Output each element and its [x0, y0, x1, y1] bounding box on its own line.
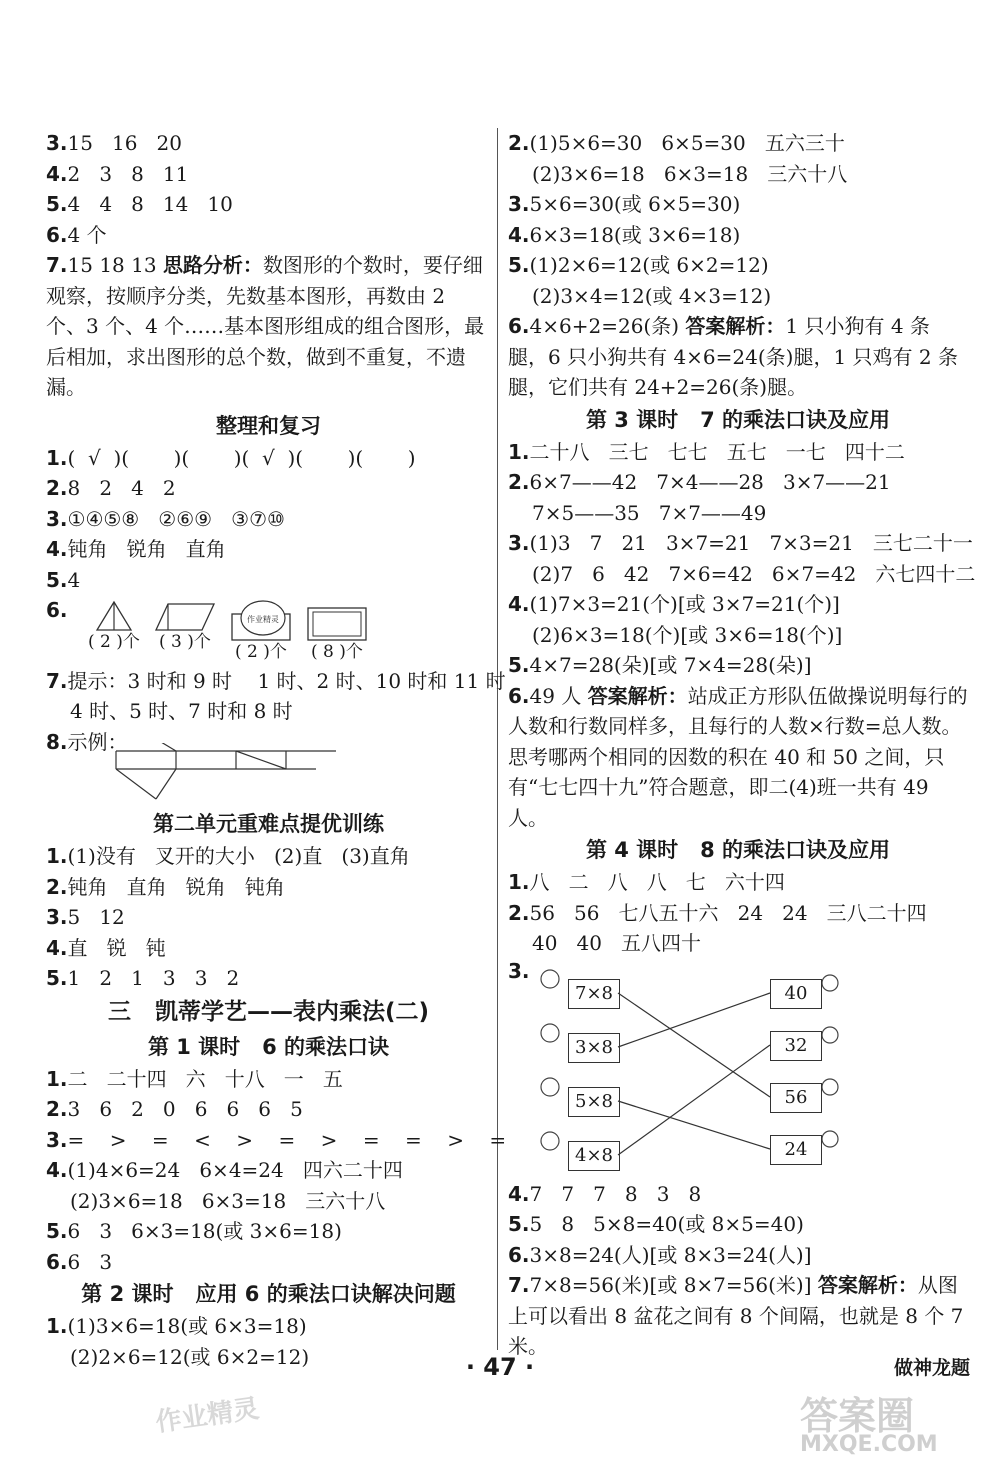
lesson-title: 第 1 课时 6 的乘法口诀	[147, 1034, 390, 1059]
answer-line: 3.= > = < > = > = = > =	[46, 1127, 507, 1152]
answer-line: 1.二 二十四 六 十八 一 五	[46, 1066, 343, 1091]
column-divider	[497, 128, 498, 1350]
answer-line: 4.直 锐 钝	[46, 935, 166, 960]
answer-line: 4 时、5 时、7 时和 8 时	[70, 699, 293, 723]
answer-line: 5.4 4 8 14 10	[46, 192, 233, 216]
answer-line: 2.3 6 2 0 6 6 6 5	[46, 1097, 303, 1121]
answer-line: 6.6 3	[46, 1249, 113, 1274]
shape-stamped: 作业精灵 ( 2 )个	[230, 600, 292, 662]
answer-line: 2.钝角 直角 锐角 钝角	[46, 874, 285, 899]
chapter-title: 三 凯蒂学艺——表内乘法(二)	[107, 998, 430, 1025]
match-right-box: 56	[770, 1083, 822, 1113]
matching-figure: 3. 7×8 3×8 5×8 4×8 40 32 56 24	[508, 959, 968, 1179]
bird-icon	[541, 1078, 559, 1096]
match-line	[618, 993, 770, 1047]
match-line	[618, 993, 770, 1097]
match-line	[618, 1045, 770, 1155]
lesson-title: 第 2 课时 应用 6 的乘法口诀解决问题	[81, 1282, 456, 1306]
answer-line: 5.4	[46, 567, 81, 592]
answer-line: 3.5×6=30(或 6×5=30)	[508, 192, 741, 216]
answer-line: 4.(1)4×6=24 6×4=24 四六二十四	[46, 1158, 403, 1182]
answer-line: 7.提示：3 时和 9 时 1 时、2 时、10 时和 11 时	[46, 668, 506, 693]
shape-rectangle: ( 8 )个	[306, 600, 368, 662]
match-left-box: 3×8	[568, 1033, 620, 1063]
rectangle-figure	[306, 600, 368, 642]
answer-line: 4.7 7 7 8 3 8	[508, 1181, 702, 1206]
answer-line: (2)2×6=12(或 6×2=12)	[70, 1344, 310, 1369]
answer-line: 3.(1)3 7 21 3×7=21 7×3=21 三七二十一	[508, 531, 973, 555]
answer-line: 2.6×7——42 7×4——28 3×7——21	[508, 470, 891, 494]
mushroom-icon	[822, 975, 838, 991]
match-right-box: 24	[770, 1135, 822, 1165]
answer-line: 3.15 16 20	[46, 131, 183, 155]
match-line	[618, 1101, 770, 1149]
right-column	[508, 128, 976, 1362]
answer-line: 40 40 五八四十	[532, 931, 702, 955]
answer-paragraph: 6.4×6+2=26(条) 答案解析：1 只小狗有 4 条腿，6 只小狗共有 4×6=24(条)腿，1 只鸡有 2 条腿，它们共有 24+2=26(条)腿。	[508, 314, 958, 399]
lesson-title: 第 3 课时 7 的乘法口诀及应用	[585, 407, 891, 432]
bird-icon	[541, 1024, 559, 1042]
answer-line: 1.二十八 三七 七七 五七 一七 四十二	[508, 439, 905, 464]
match-left-box: 7×8	[568, 979, 620, 1009]
mushroom-icon	[822, 1131, 838, 1147]
answer-line: (2)3×6=18 6×3=18 三六十八	[532, 161, 848, 186]
answer-line: 4.6×3=18(或 3×6=18)	[508, 222, 741, 247]
answer-paragraph: 6.49 人 答案解析：站成正方形队伍做操说明每行的人数和行数同样多，且每行的人数×行数=总人数。思考哪两个相同的因数的积在 40 和 50 之间，只有“七七四十九”符合题意，即二(4)班一共有 49 人。	[508, 683, 968, 830]
answer-line: 1.( √ )( )( )( √ )( )( )	[46, 445, 416, 470]
answer-line: 1.(1)没有 叉开的大小 (2)直 (3)直角	[46, 844, 410, 868]
section-title: 第二单元重难点提优训练	[153, 812, 384, 836]
answer-paragraph: 7.15 18 13 思路分析：数图形的个数时，要仔细观察，按顺序分类，先数基本图形，再数由 2 个、3 个、4 个……基本图形组成的组合图形，最后相加，求出图形的总个数，做到不重复，不遗漏。	[46, 253, 485, 399]
answer-line: 5.4×7=28(朵)[或 7×4=28(朵)]	[508, 653, 812, 677]
left-column	[46, 128, 507, 1372]
stamped-figure	[230, 600, 292, 642]
bird-icon	[541, 1132, 559, 1150]
answer-line: 7×5——35 7×7——49	[532, 500, 767, 525]
answer-line: 4.钝角 锐角 直角	[46, 537, 226, 561]
answer-line: 5.(1)2×6=12(或 6×2=12)	[508, 253, 769, 277]
answer-line: 8.示例：	[46, 729, 128, 754]
answer-line: 3.5 12	[46, 905, 125, 929]
match-right-box: 40	[770, 979, 822, 1009]
answer-line: 2.8 2 4 2	[46, 476, 176, 500]
brand-label: 做神龙题	[893, 1357, 970, 1379]
parallelogram-figure	[154, 600, 216, 632]
answer-line: 5.6 3 6×3=18(或 3×6=18)	[46, 1219, 342, 1243]
answer-line: 2.(1)5×6=30 6×5=30 五六三十	[508, 131, 845, 155]
watermark-site: MXQE.COM	[800, 1432, 938, 1457]
answer-line: 1.(1)3×6=18(或 6×3=18)	[46, 1314, 307, 1338]
page-number: · 47 ·	[465, 1353, 535, 1381]
answer-line: (2)6×3=18(个)[或 3×6=18(个)]	[532, 622, 843, 647]
answer-line: 1.八 二 八 八 七 六十四	[508, 870, 785, 894]
triangle-figure	[94, 600, 134, 632]
answer-line: 4.2 3 8 11	[46, 161, 189, 186]
shape-figures	[88, 600, 491, 662]
answer-paragraph: 7.7×8=56(米)[或 8×7=56(米)] 答案解析：从图上可以看出 8 盆花之间有 8 个间隔，也就是 8 个 7 米。	[508, 1273, 964, 1358]
answer-line: 6.3×8=24(人)[或 8×3=24(人)]	[508, 1242, 812, 1267]
bird-icon	[541, 970, 559, 988]
section-title: 整理和复习	[216, 413, 321, 438]
stamp-text: 作业精灵	[246, 614, 279, 624]
top-answers	[46, 128, 491, 403]
answer-line: (2)7 6 42 7×6=42 6×7=42 六七四十二	[532, 561, 976, 586]
shape-parallelogram: ( 3 )个	[154, 600, 216, 652]
shape-triangle: ( 2 )个	[88, 600, 140, 652]
answer-line: 2.56 56 七八五十六 24 24 三八二十四	[508, 900, 927, 925]
answer-line: 5.5 8 5×8=40(或 8×5=40)	[508, 1212, 804, 1236]
watermark-answer: 答案圈	[800, 1394, 915, 1438]
answer-line: 3.①④⑤⑧ ②⑥⑨ ③⑦⑩	[46, 506, 285, 531]
mushroom-icon	[822, 1027, 838, 1043]
answer-line: 6.4 个	[46, 222, 107, 247]
answer-line: 6.	[46, 598, 68, 622]
match-left-box: 4×8	[568, 1141, 620, 1171]
answer-line: (2)3×6=18 6×3=18 三六十八	[70, 1188, 386, 1213]
mushroom-icon	[822, 1079, 838, 1095]
lesson-title: 第 4 课时 8 的乘法口诀及应用	[585, 838, 891, 862]
watermark-stamp: 作业精灵	[153, 1393, 261, 1439]
match-left-box: 5×8	[568, 1087, 620, 1117]
answer-line: 4.(1)7×3=21(个)[或 3×7=21(个)]	[508, 592, 840, 616]
answer-line: 5.1 2 1 3 3 2	[46, 966, 240, 990]
answer-line: (2)3×4=12(或 4×3=12)	[532, 283, 772, 308]
match-right-box: 32	[770, 1031, 822, 1061]
